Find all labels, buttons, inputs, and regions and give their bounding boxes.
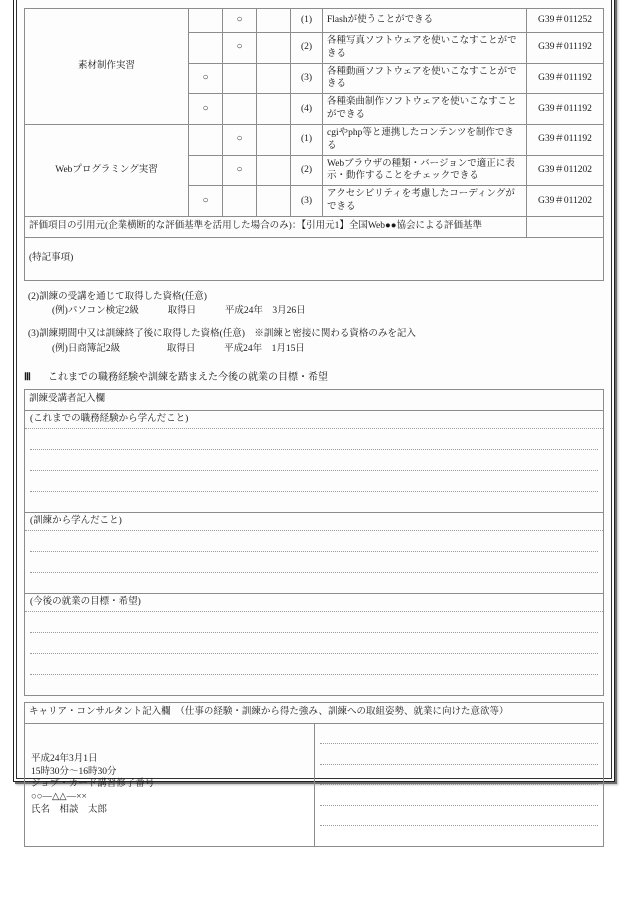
document-content xyxy=(24,8,604,847)
consultant-info-line: 平成24年3月1日 xyxy=(31,753,98,764)
writing-line[interactable] xyxy=(30,552,598,573)
skill-item-number: (3) xyxy=(291,186,323,217)
skill-level-mark-checked[interactable] xyxy=(223,124,257,155)
circle-mark-icon: ○ xyxy=(236,41,243,53)
consultant-info-line: 15時30分〜16時30分 xyxy=(31,766,117,777)
writing-line[interactable] xyxy=(30,612,598,633)
trainee-field-cell[interactable] xyxy=(25,410,604,512)
citation-row xyxy=(25,216,604,237)
skill-level-mark-empty[interactable] xyxy=(223,94,257,125)
skill-unit-name: 素材制作実習 xyxy=(25,9,189,125)
skill-level-mark-empty[interactable] xyxy=(189,9,223,33)
skill-unit-name: Webプログラミング実習 xyxy=(25,124,189,216)
skill-level-mark-checked[interactable] xyxy=(223,33,257,64)
qualification-item2-date-value: 平成24年 3月26日 xyxy=(224,306,306,316)
skill-level-mark-empty[interactable] xyxy=(223,63,257,94)
trainee-field-label: (今後の就業の目標・希望) xyxy=(25,594,603,612)
consultant-comment-cell[interactable] xyxy=(314,723,604,846)
skill-row xyxy=(25,9,604,33)
circle-mark-icon: ○ xyxy=(202,72,209,84)
circle-mark-icon: ○ xyxy=(236,14,243,26)
skills-evaluation-table xyxy=(24,8,604,281)
writing-line[interactable] xyxy=(320,744,599,765)
skill-item-number: (2) xyxy=(291,33,323,64)
qualification-item3-title: (3)訓練期間中又は訓練終了後に取得した資格(任意) ※訓練と密接に関わる資格のみを記入 xyxy=(28,329,416,340)
skill-item-number: (4) xyxy=(291,94,323,125)
skill-level-mark-empty[interactable] xyxy=(257,33,291,64)
writing-line[interactable] xyxy=(30,654,598,675)
notes-label: (特記事項) xyxy=(25,237,604,280)
trainee-field-row[interactable] xyxy=(25,512,604,593)
consultant-box-header-row xyxy=(25,702,604,723)
trainee-field-label: (訓練から学んだこと) xyxy=(25,513,603,531)
skill-description: Webブラウザの種類・バージョンで適正に表示・動作することをチェックできる xyxy=(323,155,527,186)
skill-code: G39＃011192 xyxy=(527,124,604,155)
qualification-item2-example: (例)パソコン検定2級 xyxy=(52,306,139,316)
circle-mark-icon: ○ xyxy=(202,102,209,114)
trainee-box-header: 訓練受講者記入欄 xyxy=(25,389,604,410)
writing-line[interactable] xyxy=(320,724,599,745)
trainee-field-cell[interactable] xyxy=(25,593,604,695)
skill-level-mark-empty[interactable] xyxy=(223,186,257,217)
skill-description: cgiやphp等と連携したコンテンツを制作できる xyxy=(323,124,527,155)
skill-level-mark-empty[interactable] xyxy=(257,94,291,125)
writing-line[interactable] xyxy=(320,826,599,846)
skill-level-mark-empty[interactable] xyxy=(257,186,291,217)
skill-description: Flashが使うことができる xyxy=(323,9,527,33)
skill-code: G39＃011192 xyxy=(527,94,604,125)
writing-line[interactable] xyxy=(30,675,598,695)
writing-line[interactable] xyxy=(30,633,598,654)
skill-level-mark-empty[interactable] xyxy=(189,33,223,64)
skill-level-mark-checked[interactable] xyxy=(223,9,257,33)
consultant-body-row xyxy=(25,723,604,846)
citation-text: 評価項目の引用元(企業横断的な評価基準を活用した場合のみ)：【引用元1】全国Web●●協会による評価基準 xyxy=(25,216,527,237)
trainee-box-header-row xyxy=(25,389,604,410)
consultant-entry-table xyxy=(24,702,604,847)
skill-level-mark-empty[interactable] xyxy=(257,9,291,33)
skill-description: 各種楽曲制作ソフトウェアを使いこなすことができる xyxy=(323,94,527,125)
trainee-field-cell[interactable] xyxy=(25,512,604,593)
qualification-item2-title: (2)訓練の受講を通じて取得した資格(任意) xyxy=(28,291,207,302)
skill-item-number: (3) xyxy=(291,63,323,94)
trainee-field-row[interactable] xyxy=(25,593,604,695)
trainee-entry-table xyxy=(24,389,604,696)
circle-mark-icon: ○ xyxy=(236,163,243,175)
qualification-item3-date-value: 平成24年 1月15日 xyxy=(224,343,305,354)
skill-level-mark-empty[interactable] xyxy=(257,124,291,155)
writing-line[interactable] xyxy=(30,531,598,552)
skill-description: アクセシビリティを考慮したコーディングができる xyxy=(323,186,527,217)
skill-code: G39＃011252 xyxy=(527,9,604,33)
qualification-item3-example: (例)日商簿記2級 xyxy=(52,343,121,354)
skill-level-mark-checked[interactable] xyxy=(189,63,223,94)
citation-code-cell xyxy=(527,216,604,237)
skill-level-mark-empty[interactable] xyxy=(189,155,223,186)
skill-level-mark-empty[interactable] xyxy=(257,155,291,186)
qualifications-block xyxy=(24,290,604,356)
writing-line[interactable] xyxy=(30,429,598,450)
section3-title: これまでの職務経験や訓練を踏まえた今後の就業の目標・希望 xyxy=(48,371,328,383)
trainee-field-row[interactable] xyxy=(25,410,604,512)
consultant-info-cell xyxy=(25,723,315,846)
skill-code: G39＃011192 xyxy=(527,33,604,64)
skill-code: G39＃011202 xyxy=(527,155,604,186)
notes-row[interactable] xyxy=(25,237,604,280)
writing-line[interactable] xyxy=(320,765,599,786)
consultant-info-line: ジョブ・カード講習修了番号 xyxy=(31,779,155,790)
circle-mark-icon: ○ xyxy=(202,194,209,206)
qualification-item3-date-label: 取得日 xyxy=(166,343,196,354)
consultant-info-line: ○○—△△—×× xyxy=(31,792,87,803)
trainee-field-label: (これまでの職務経験から学んだこと) xyxy=(25,411,603,429)
skill-item-number: (1) xyxy=(291,124,323,155)
circle-mark-icon: ○ xyxy=(236,133,243,145)
skill-row xyxy=(25,124,604,155)
qualification-item3-line xyxy=(24,342,604,356)
skill-item-number: (1) xyxy=(291,9,323,33)
skill-level-mark-checked[interactable] xyxy=(189,186,223,217)
skill-code: G39＃011202 xyxy=(527,186,604,217)
skill-item-number: (2) xyxy=(291,155,323,186)
skill-level-mark-empty[interactable] xyxy=(189,124,223,155)
writing-line[interactable] xyxy=(320,785,599,806)
skill-description: 各種写真ソフトウェアを使いこなすことができる xyxy=(323,33,527,64)
writing-line[interactable] xyxy=(30,471,598,492)
qualification-item2-date-label: 取得日 xyxy=(167,306,197,316)
qualification-item2-line xyxy=(24,304,604,318)
writing-line[interactable] xyxy=(30,450,598,471)
writing-line[interactable] xyxy=(320,806,599,827)
skill-code: G39＃011192 xyxy=(527,63,604,94)
writing-line[interactable] xyxy=(30,492,598,512)
skill-description: 各種動画ソフトウェアを使いこなすことができる xyxy=(323,63,527,94)
consultant-box-header: キャリア・コンサルタント記入欄 （仕事の経験・訓練から得た強み、訓練への取組姿勢、就業に向けた意欲等） xyxy=(25,702,604,723)
skill-level-mark-checked[interactable] xyxy=(223,155,257,186)
skill-level-mark-checked[interactable] xyxy=(189,94,223,125)
section3-heading xyxy=(24,368,604,383)
skill-level-mark-empty[interactable] xyxy=(257,63,291,94)
consultant-info-line: 氏名 相談 太郎 xyxy=(31,804,108,815)
writing-line[interactable] xyxy=(30,573,598,593)
section3-numeral: Ⅲ xyxy=(24,371,31,383)
